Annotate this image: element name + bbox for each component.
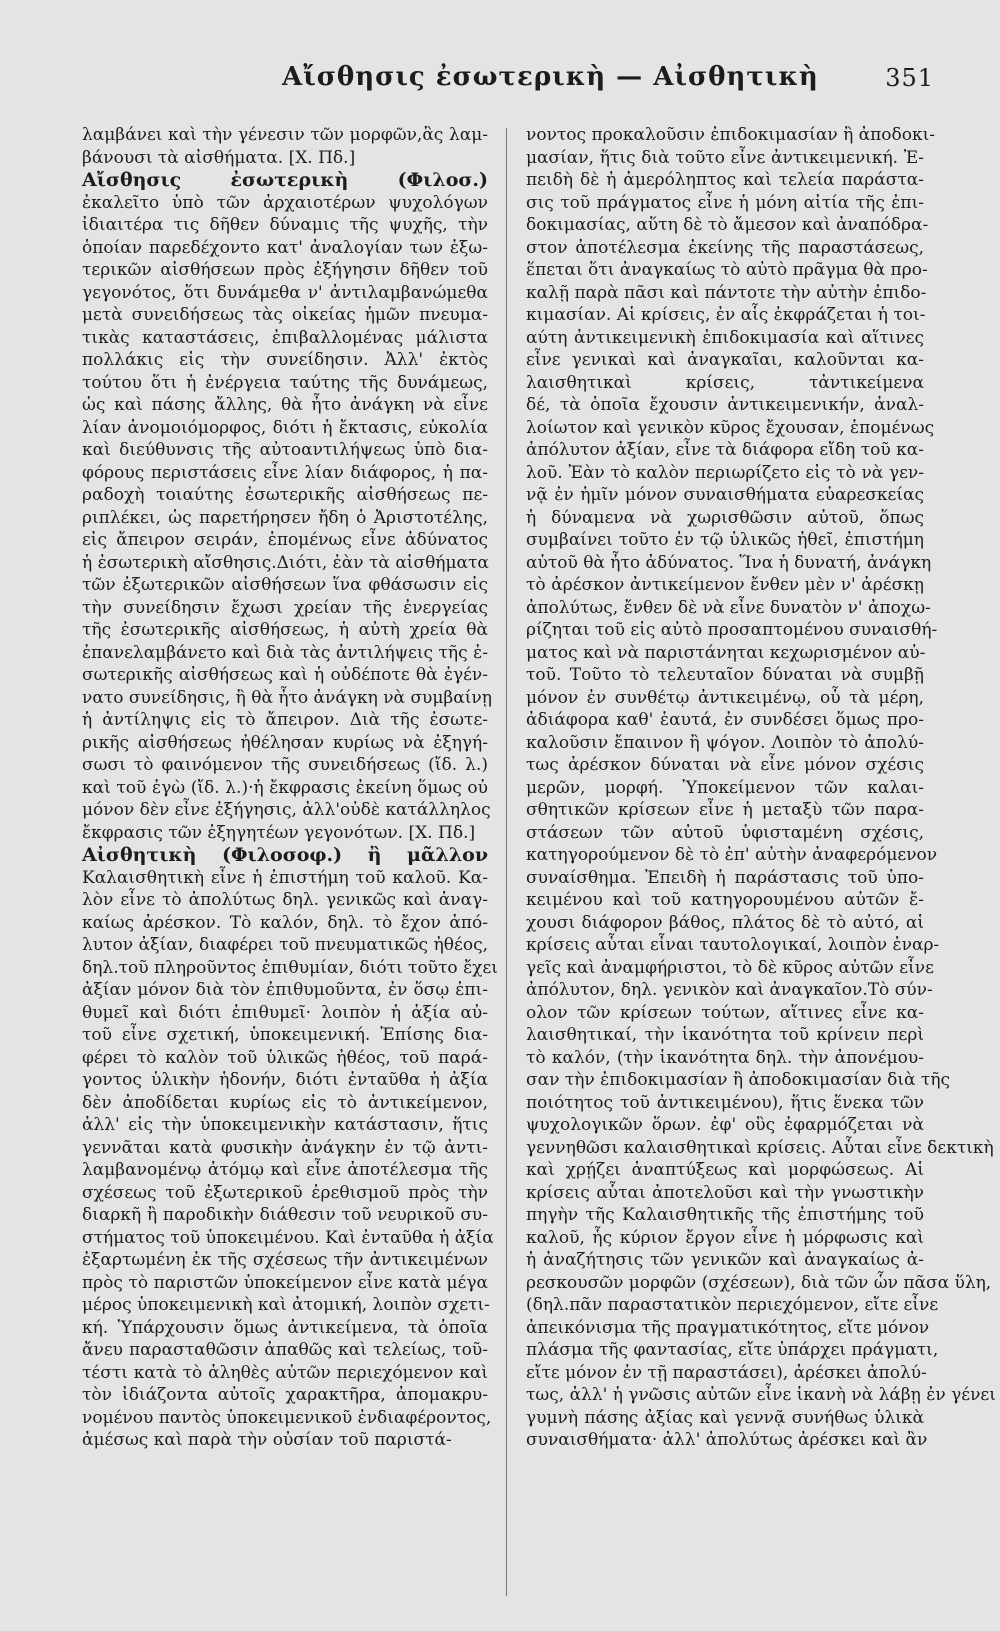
text-line: θυμεῖ καὶ διότι ἐπιθυμεῖ· λοιπὸν ἡ ἀξία αὐ- [82, 1002, 488, 1023]
text-line: καίως ἀρέσκον. Τὸ καλόν, δηλ. τὸ ἔχον ἀπό- [82, 912, 488, 933]
text-line: ὁποίαν παρεδέχοντο κατ' ἀναλογίαν των ἐξω- [82, 237, 488, 258]
text-line: γεννηθῶσι καλαισθητικαὶ κρίσεις. Αὗται εἶνε δεκτικὴ [526, 1137, 994, 1158]
text-line: γοντος ὑλικὴν ἡδονήν, διότι ἐνταῦθα ἡ ἀξία [82, 1070, 488, 1090]
text-line: ἐξαρτωμένη ἐκ τῆς σχέσεως τῆν ἀντικειμένων [82, 1250, 488, 1270]
text-line: χουσι διάφορον βάθος, πλάτος δὲ τὸ αὐτό, αἱ [526, 912, 924, 933]
text-line: λοῦ. Ἐὰν τὸ καλὸν περιωρίζετο εἰς τὸ νὰ γεν- [526, 462, 924, 483]
text-line: λαμβανομένῳ ἀτόμῳ καὶ εἶνε ἀποτέλεσμα τῆς [82, 1160, 488, 1180]
text-line: γυμνὴ πάσης ἀξίας καὶ γεννᾷ συνήθως ὑλικὰ [526, 1407, 924, 1428]
text-line: πλάσμα τῆς φαντασίας, εἴτε ὑπάρχει πράγματι, [526, 1340, 939, 1360]
text-line: συναισθήματα· ἀλλ' ἀπολύτως ἀρέσκει καὶ ἂν [526, 1430, 928, 1450]
text-line: αὐτοῦ θὰ ἦτο ἀδύνατος. Ἵνα ἡ δυνατή, ἀνάγκη [526, 552, 932, 573]
text-line: δηλ.τοῦ πληροῦντος ἐπιθυμίαν, διότι τοῦτο ἔχει [82, 957, 498, 978]
text-line: ἀλλ' εἰς τὴν ὑποκειμενικὴν κατάστασιν, ἥτις [82, 1115, 488, 1135]
text-line: νοντος προκαλοῦσιν ἐπιδοκιμασίαν ἢ ἀποδοκι- [526, 125, 936, 145]
text-line: καλοῦσιν ἔπαινον ἢ ψόγον. Λοιπὸν τὸ ἀπολύ- [526, 732, 924, 753]
text-line: τικὰς καταστάσεις, ἐπιβαλλομένας μάλιστα [82, 327, 488, 348]
text-line: νᾷ ἐν ἡμῖν μόνον συναισθήματα εὐαρεσκείας [526, 485, 924, 505]
text-line: νομένου παντὸς ὑποκειμενικοῦ ἐνδιαφέροντος, [82, 1407, 492, 1428]
text-line: τοῦ εἶνε σχετική, ὑποκειμενική. Ἐπίσης δια- [82, 1025, 488, 1045]
text-line: τὴν συνείδησιν ἔχωσι χρείαν τῆς ἐνεργείας [82, 597, 488, 618]
text-line: τῶν ἐξωτερικῶν αἰσθήσεων ἵνα φθάσωσιν εἰς [82, 575, 488, 595]
text-line: ματος καὶ νὰ παριστάνηται κεχωρισμένον αὐ- [526, 642, 926, 663]
page-header [0, 62, 1000, 102]
column-divider [506, 128, 507, 1596]
text-line: ποιότητος τοῦ ἀντικειμένου), ἥτις ἕνεκα τῶν [526, 1092, 924, 1113]
text-line: αύτη ἀντικειμενικὴ ἐπιδοκιμασία καὶ αἵτινες [526, 327, 924, 348]
text-line: λαμβάνει καὶ τὴν γένεσιν τῶν μορφῶν,ἃς λαμ- [82, 125, 488, 145]
text-line: κρίσεις αὗται εἶναι ταυτολογικαί, λοιπὸν ἐναρ- [526, 935, 940, 955]
text-line: σαν τὴν ἐπιδοκιμασίαν ἢ ἀποδοκιμασίαν διὰ τῆς [526, 1070, 951, 1090]
text-line: ἐπανελαμβάνετο καὶ διὰ τὰς ἀντιλήψεις τῆς ἐ- [82, 642, 488, 663]
text-line: καλῇ παρὰ πᾶσι καὶ πάντοτε τὴν αὐτὴν ἐπιδο- [526, 282, 927, 303]
text-line: πειδὴ δὲ ἡ ἀμερόληπτος καὶ τελεία παράστα- [526, 170, 924, 190]
text-line: τὸ ἀρέσκον ἀντικείμενον ἔνθεν μὲν ν' ἀρέσκῃ [526, 575, 924, 595]
text-line: ἡ ἀναζήτησις τῶν γενικῶν καὶ ἀναγκαίως ἀ- [526, 1250, 924, 1270]
left-column [82, 124, 498, 1452]
text-line: μασίαν, ἥτις διὰ τοῦτο εἶνε ἀντικειμενική. Ἐ- [526, 147, 924, 168]
text-line: πρὸς τὸ παριστῶν ὑποκείμενον εἶνε κατὰ μέγα [82, 1272, 488, 1293]
text-line: καὶ χρῄζει ἀναπτύξεως καὶ μορφώσεως. Αἱ [526, 1160, 924, 1180]
text-line: λαισθητικαὶ κρίσεις, τἀντικείμενα [526, 372, 924, 393]
text-line: φέρει τὸ καλὸν τοῦ ὑλικῶς ἠθέος, τοῦ παρά- [82, 1047, 488, 1068]
text-line: τως, ἀλλ' ἡ γνῶσις αὐτῶν εἶνε ἱκανὴ νὰ λάβῃ ἐν γένει [526, 1385, 996, 1405]
text-line: λὸν εἶνε τὸ ἀπολύτως δηλ. γενικῶς καὶ ἀναγ- [82, 890, 488, 910]
text-line: ρικῆς αἰσθήσεως ἠθέλησαν κυρίως νὰ ἐξηγή- [82, 732, 488, 753]
text-line: ἀδιάφορα καθ' ἑαυτά, ἐν συνδέσει ὅμως προ- [526, 710, 924, 730]
text-line: διαρκῆ ἢ παροδικὴν διάθεσιν τοῦ νευρικοῦ συ- [82, 1205, 488, 1225]
text-line: ρίζηται τοῦ εἰς αὐτὸ προσαπτομένου συναισθή- [526, 620, 938, 640]
text-line: ἕπεται ὅτι ἀναγκαίως τὸ αὐτὸ πρᾶγμα θὰ προ- [526, 260, 928, 280]
text-line: τὸν ἰδιάζοντα αὐτοῖς χαρακτῆρα, ἀπομακρυ- [82, 1385, 488, 1405]
text-line: σις τοῦ πράγματος εἶνε ἡ μόνη αἰτία τῆς ἐπι- [526, 192, 924, 213]
text-line: τοῦ. Τοῦτο τὸ τελευταῖον δύναται νὰ συμβῇ [526, 665, 924, 685]
text-line: μόνον ἐν συνθέτῳ ἀντικειμένῳ, οὗ τὰ μέρη, [526, 687, 924, 708]
text-line: νατο συνείδησις, ἢ θὰ ἦτο ἀνάγκη νὰ συμβαίνῃ [82, 687, 492, 708]
text-line: πολλάκις εἰς τὴν συνείδησιν. Ἀλλ' ἐκτὸς [82, 350, 488, 370]
text-line: ἰδιαιτέρα τις δῆθεν δύναμις τῆς ψυχῆς, τὴν [82, 215, 488, 235]
text-line: σωτερικῆς αἰσθήσεως καὶ ἡ οὐδέποτε θὰ ἐγέν- [82, 665, 488, 685]
text-line: δέ, τὰ ὁποῖα ἔχουσιν ἀντικειμενικήν, ἀναλ- [526, 395, 924, 415]
text-line: μετὰ συνειδήσεως τὰς οἰκείας ἡμῶν πνευμα- [82, 305, 488, 325]
text-line: ἡ ἀντίληψις εἰς τὸ ἄπειρον. Διὰ τῆς ἐσωτε- [82, 710, 488, 730]
text-line: Καλαισθητικὴ εἶνε ἡ ἐπιστήμη τοῦ καλοῦ. Κα- [82, 867, 488, 888]
text-line: λυτον ἀξίαν, διαφέρει τοῦ πνευματικῶς ἠθέος, [82, 935, 488, 955]
text-line: στήματος τοῦ ὑποκειμένου. Καὶ ἐνταῦθα ἡ ἀξία [82, 1227, 494, 1248]
text-line: ριπλέκει, ὡς παρετήρησεν ἤδη ὁ Ἀριστοτέλης, [82, 507, 488, 528]
text-line: τούτου ὅτι ἡ ἐνέργεια ταύτης τῆς δυνάμεως, [82, 372, 488, 393]
text-line: ἀπολύτως, ἔνθεν δὲ νὰ εἶνε δυνατὸν ν' ἀποχω- [526, 597, 931, 618]
text-line: Αἴσθησις ἐσωτερικὴ (Φιλοσ.) [82, 169, 488, 191]
text-line: τῆς ἐσωτερικῆς αἰσθήσεως, ἡ αὐτὴ χρεία θὰ [82, 620, 488, 640]
running-head: Αἴσθησις ἐσωτερικὴ — Αἰσθητικὴ [282, 62, 819, 92]
text-line: ολον τῶν κρίσεων τούτων, αἵτινες εἶνε κα- [526, 1002, 924, 1023]
text-line: κειμένου καὶ τοῦ κατηγορουμένου αὐτῶν ἔ- [526, 890, 924, 910]
text-line: δὲν ἀποδίδεται κυρίως εἰς τὸ ἀντικείμενον, [82, 1092, 488, 1113]
text-line: ἐκαλεῖτο ὑπὸ τῶν ἀρχαιοτέρων ψυχολόγων [82, 192, 488, 213]
text-line: κρίσεις αὗται ἀποτελοῦσι καὶ τὴν γνωστικὴν [526, 1182, 924, 1203]
text-line: τέστι κατὰ τὸ ἀληθὲς αὐτῶν περιεχόμενον καὶ [82, 1362, 488, 1383]
text-line: ἀμέσως καὶ παρὰ τὴν οὐσίαν τοῦ παριστά- [82, 1430, 452, 1450]
text-line: εἰς ἄπειρον σειράν, ἑπομένως εἶνε ἀδύνατος [82, 530, 488, 550]
text-line: τὸ καλόν, (τὴν ἱκανότητα δηλ. τὴν ἀπονέμου- [526, 1047, 924, 1068]
text-line: ρεσκουσῶν μορφῶν (σχέσεων), διὰ τῶν ὧν πᾶσα ὕλη, [526, 1272, 992, 1293]
text-line: φόρους περιστάσεις εἶνε λίαν διάφορος, ἡ πα- [82, 462, 488, 483]
text-line: γεγονότος, ὅτι δυνάμεθα ν' ἀντιλαμβανώμεθα [82, 282, 488, 303]
text-line: δοκιμασίας, αὕτη δὲ τὸ ἄμεσον καὶ ἀναπόδρα- [526, 215, 929, 235]
text-line: σθητικῶν κρίσεων εἶνε ἡ μεταξὺ τῶν παρα- [526, 800, 924, 820]
text-line: τερικῶν αἰσθήσεων πρὸς ἐξήγησιν δῆθεν τοῦ [82, 260, 488, 280]
text-line: ἡ δύναμενα νὰ χωρισθῶσιν αὐτοῦ, ὅπως [526, 507, 924, 528]
page-number: 351 [885, 64, 934, 92]
text-line: συναίσθημα. Ἐπειδὴ ἡ παράστασις τοῦ ὑπο- [526, 867, 924, 888]
text-line: καὶ διεύθυνσις τῆς αὐτοαντιλήψεως ὑπὸ δια- [82, 440, 488, 460]
text-line: γεννᾶται κατὰ φυσικὴν ἀνάγκην ἐν τῷ ἀντι- [82, 1137, 488, 1158]
text-line: ἀπόλυτον, δηλ. γενικὸν καὶ ἀναγκαῖον.Τὸ σύν- [526, 980, 933, 1000]
text-line: λίαν ἀνομοιόμορφος, διότι ἡ ἔκτασις, εὐκολία [82, 417, 488, 438]
text-line: Αἰσθητικὴ (Φιλοσοφ.) ἢ μᾶλλον [82, 844, 488, 866]
text-line: ὡς καὶ πάσης ἄλλης, θὰ ἦτο ἀνάγκη νὰ εἶνε [82, 395, 488, 415]
text-line: μέρος ὑποκειμενικὴ καὶ ἀτομική, λοιπὸν σχετι- [82, 1295, 490, 1315]
text-line: καλοῦ, ἧς κύριον ἔργον εἶνε ἡ μόρφωσις καὶ [526, 1227, 924, 1248]
text-line: συμβαίνει τοῦτο ἐν τῷ ὑλικῶς ἠθεῖ, ἐπιστήμη [526, 530, 924, 550]
text-line: κατηγορούμενον δὲ τὸ ἐπ' αὐτὴν ἀναφερόμενον [526, 845, 938, 865]
text-line: ἡ ἐσωτερικὴ αἴσθησις.Διότι, ἐὰν τὰ αἰσθήματα [82, 552, 489, 573]
text-line: καὶ τοῦ ἐγὼ (ἴδ. λ.)·ἡ ἔκφρασις ἐκείνη ὅμως οὐ [82, 777, 488, 798]
text-line: εἴτε μόνον ἐν τῇ παραστάσει), ἀρέσκει ἀπολύ- [526, 1362, 927, 1383]
text-line: βάνουσι τὰ αἰσθήματα. [Χ. Πδ.] [82, 147, 356, 168]
text-line: ἀπεικόνισμα τῆς πραγματικότητος, εἴτε μόνον [526, 1317, 930, 1338]
text-line: εἶνε γενικαὶ καὶ ἀναγκαῖαι, καλοῦνται κα- [526, 350, 924, 370]
text-line: κή. Ὑπάρχουσιν ὅμως ἀντικείμενα, τὰ ὁποῖα [82, 1317, 488, 1338]
text-line: (δηλ.πᾶν παραστατικὸν περιεχόμενον, εἴτε εἶνε [526, 1295, 939, 1315]
text-line: ἔκφρασις τῶν ἐξηγητέων γεγονότων. [Χ. Πδ.] [82, 822, 476, 843]
text-line: λαισθητικαί, τὴν ἱκανότητα τοῦ κρίνειν περὶ [526, 1025, 924, 1045]
text-line: κιμασίαν. Αἱ κρίσεις, ἐν αἷς ἐκφράζεται ἡ τοι- [526, 305, 926, 325]
text-line: στον ἀποτέλεσμα ἐκείνης τῆς παραστάσεως, [526, 237, 924, 258]
text-line: ραδοχὴ τοιαύτης ἐσωτερικῆς αἰσθήσεως πε- [82, 485, 488, 505]
text-line: ψυχολογικῶν ὅρων. ἐφ' οὓς ἐφαρμόζεται νὰ [526, 1115, 924, 1135]
right-column [526, 124, 996, 1452]
text-line: στάσεων τῶν αὐτοῦ ὑφισταμένη σχέσις, [526, 822, 924, 843]
text-line: μόνον δὲν εἶνε ἐξήγησις, ἀλλ'οὐδὲ κατάλληλος [82, 800, 491, 820]
text-line: λοίωτον καὶ γενικὸν κῦρος ἔχουσαν, ἑπομένως [526, 417, 935, 438]
text-line: σχέσεως τοῦ ἐξωτερικοῦ ἐρεθισμοῦ πρὸς τὴν [82, 1182, 488, 1203]
text-line: ἄνευ παρασταθῶσιν ἀπαθῶς καὶ τελείως, τοῦ- [82, 1340, 488, 1360]
text-line: ἀξίαν μόνον διὰ τὸν ἐπιθυμοῦντα, ἐν ὅσῳ ἐπι- [82, 980, 488, 1000]
text-line: σωσι τὸ φαινόμενον τῆς συνειδήσεως (ἴδ. λ.) [82, 755, 488, 775]
text-line: μερῶν, μορφή. Ὑποκείμενον τῶν καλαι- [526, 777, 924, 798]
text-line: τως ἀρέσκον δύναται νὰ εἶνε μόνον σχέσις [526, 755, 924, 775]
text-line: γεῖς καὶ ἀναμφήριστοι, τὸ δὲ κῦρος αὐτῶν εἶνε [526, 957, 934, 978]
text-line: ἀπόλυτον ἀξίαν, εἶνε τὰ διάφορα εἴδη τοῦ κα- [526, 440, 924, 460]
text-line: πηγὴν τῆς Καλαισθητικῆς τῆς ἐπιστήμης τοῦ [526, 1205, 924, 1225]
